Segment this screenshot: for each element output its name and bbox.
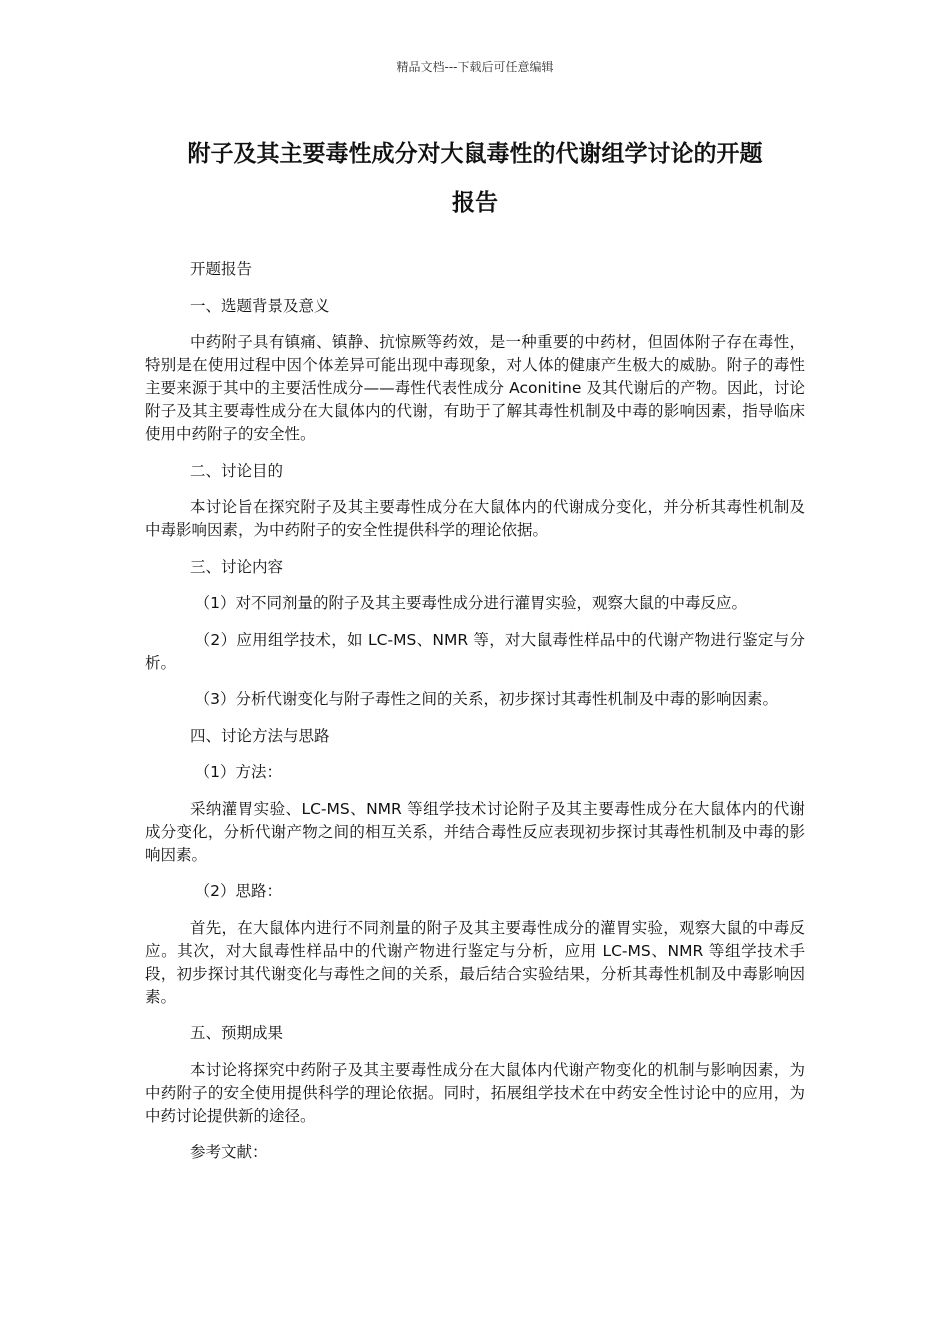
paragraph-approach: 首先，在大鼠体内进行不同剂量的附子及其主要毒性成分的灌胃实验，观察大鼠的中毒反应。其次，对大鼠毒性样品中的代谢产物进行鉴定与分析，应用 LC-MS、NMR 等组学技术手段，初步探讨其代谢变化与毒性之间的关系，最后结合实验结果，分析其毒性机制及中毒影响因素。: [145, 918, 805, 1006]
content-item-2: （2）应用组学技术，如 LC-MS、NMR 等，对大鼠毒性样品中的代谢产物进行鉴定与分析。: [145, 630, 805, 672]
section-heading-content: 三、讨论内容: [189, 557, 283, 576]
paragraph-background: 中药附子具有镇痛、镇静、抗惊厥等药效，是一种重要的中药材，但固体附子存在毒性，特别是在使用过程中因个体差异可能出现中毒现象，对人体的健康产生极大的威胁。附子的毒性主要来源于其中的主要活性成分——毒性代表性成分 Aconitine 及其代谢后的产物。因此，讨论附子及其主要毒性成分在大鼠体内的代谢，有助于了解其毒性机制及中毒的影响因素，指导临床使用中药附子的安全性。: [145, 333, 805, 443]
document-title-line-1: 附子及其主要毒性成分对大鼠毒性的代谢组学讨论的开题: [187, 141, 763, 167]
approach-subheading: （2）思路：: [194, 882, 282, 900]
content-item-3: （3）分析代谢变化与附子毒性之间的关系，初步探讨其毒性机制及中毒的影响因素。: [194, 690, 778, 708]
document-title-line-2: 报告: [452, 190, 498, 216]
paragraph-expected-results: 本讨论将探究中药附子及其主要毒性成分在大鼠体内代谢产物变化的机制与影响因素，为中药附子的安全使用提供科学的理论依据。同时，拓展组学技术在中药安全性讨论中的应用，为中药讨论提供新的途径。: [145, 1060, 805, 1125]
references-label: 参考文献：: [189, 1143, 268, 1161]
header-note: 精品文档---下载后可任意编辑: [396, 60, 554, 74]
paragraph-purpose: 本讨论旨在探究附子及其主要毒性成分在大鼠体内的代谢成分变化，并分析其毒性机制及中毒影响因素，为中药附子的安全性提供科学的理论依据。: [145, 498, 805, 539]
document-body: [145, 258, 805, 1178]
content-item-1: （1）对不同剂量的附子及其主要毒性成分进行灌胃实验，观察大鼠的中毒反应。: [194, 594, 747, 612]
section-heading-methods: 四、讨论方法与思路: [189, 726, 330, 745]
section-heading-purpose: 二、讨论目的: [189, 461, 283, 480]
section-heading-expected-results: 五、预期成果: [189, 1024, 283, 1042]
section-label-opening-report: 开题报告: [189, 260, 252, 278]
paragraph-methods: 采纳灌胃实验、LC-MS、NMR 等组学技术讨论附子及其主要毒性成分在大鼠体内的代谢成分变化，分析代谢产物之间的相互关系，并结合毒性反应表现初步探讨其毒性机制及中毒的影响因素。: [145, 799, 805, 864]
section-heading-background: 一、选题背景及意义: [189, 296, 330, 315]
methods-subheading: （1）方法：: [194, 763, 282, 781]
